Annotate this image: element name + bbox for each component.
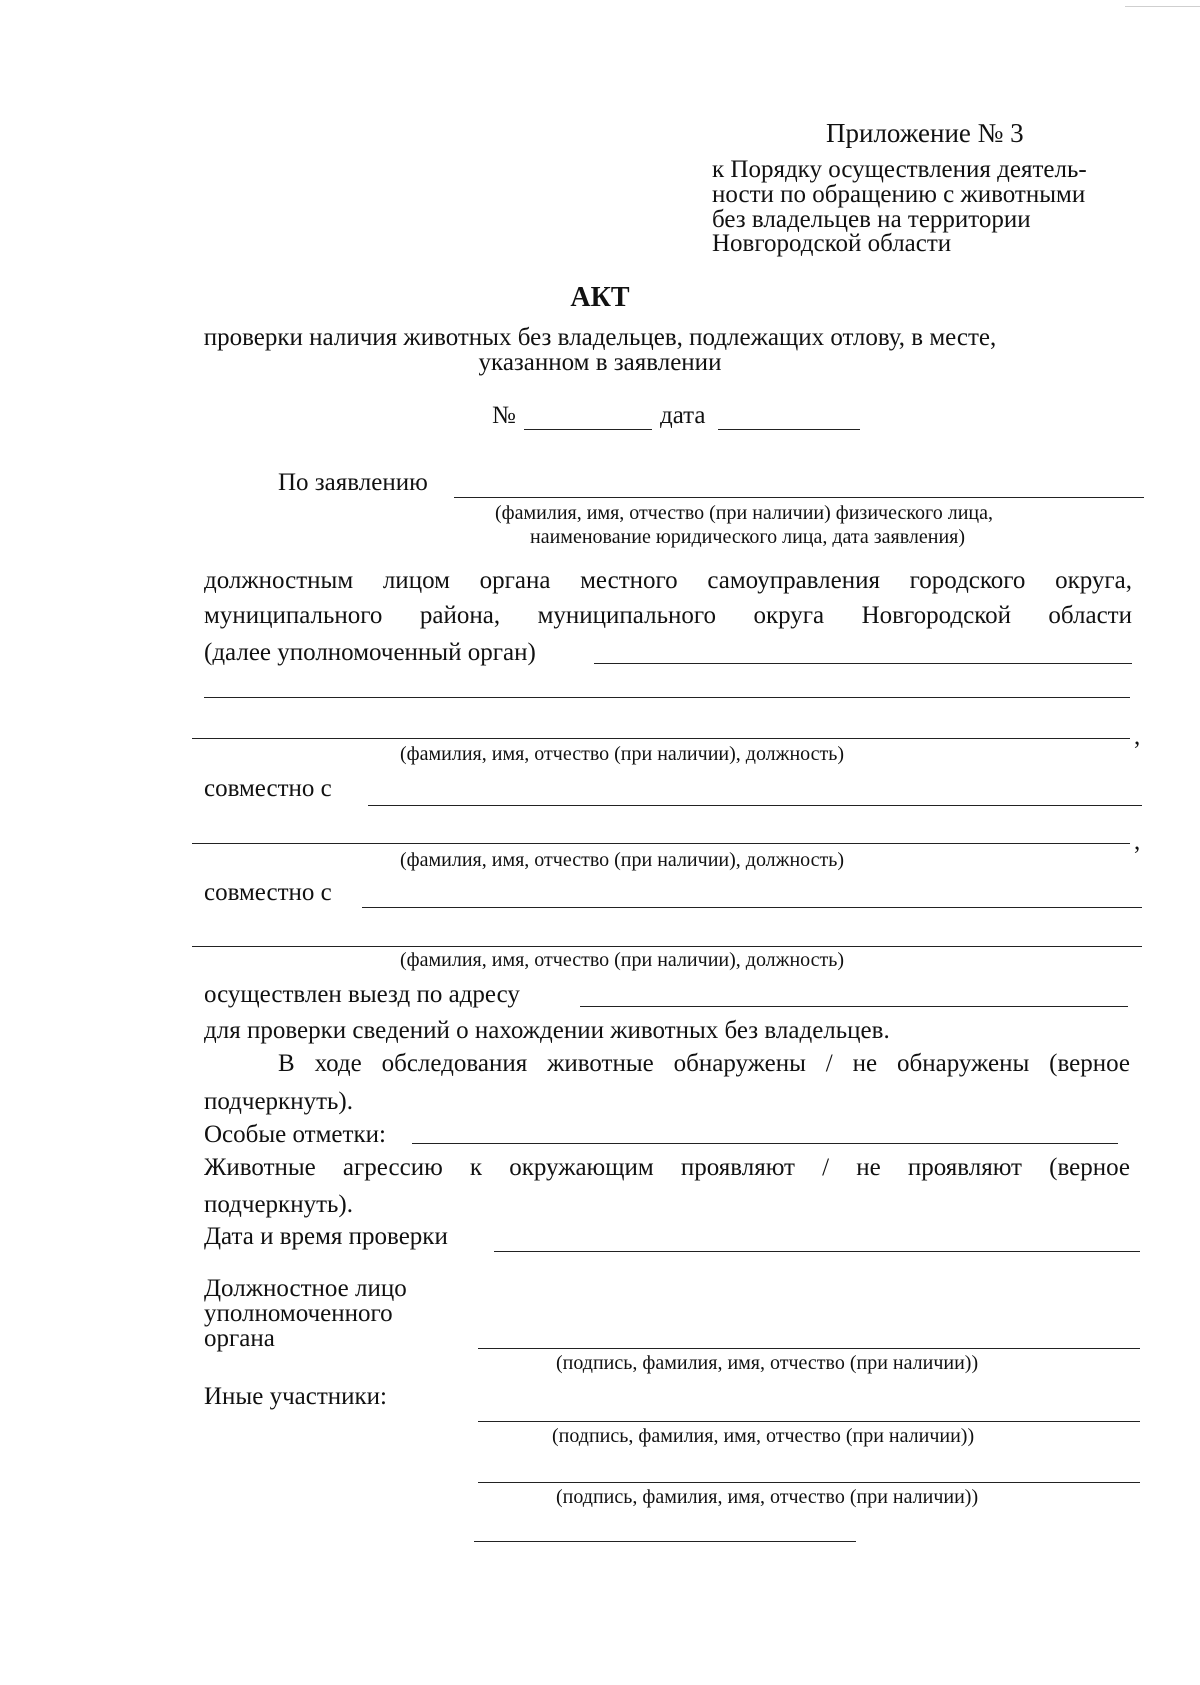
official-name-field[interactable] [192,738,1130,739]
participant-signature-field[interactable] [478,1421,1140,1422]
datetime-field[interactable] [494,1251,1140,1252]
joint-participant-field-continued[interactable] [192,946,1142,947]
date-field[interactable] [718,429,860,430]
appendix-ref-line: ности по обращению с животными [712,181,1086,208]
comma: , [1134,723,1141,750]
participant-signature-field[interactable] [478,1482,1140,1483]
date-label: дата [660,402,706,429]
comma: , [1134,828,1141,855]
notes-field[interactable] [412,1143,1118,1144]
appendix-number: Приложение № 3 [826,118,1024,148]
notes-label: Особые отметки: [204,1121,386,1148]
aggression-text: подчеркнуть). [204,1191,353,1218]
official-signature-label: органа [204,1325,275,1352]
visit-purpose: для проверки сведений о нахождении животных без владельцев. [204,1017,890,1044]
animals-found-text: В ходе обследования животные обнаружены / не обнаружены (верное [278,1050,1130,1077]
joint-participant-field[interactable] [368,805,1142,806]
application-caption: (фамилия, имя, отчество (при наличии) физического лица, [495,502,994,524]
authorized-body-label: (далее уполномоченный орган) [204,639,536,666]
closing-rule [474,1541,856,1542]
official-signature-label: уполномоченного [204,1300,393,1327]
authorized-body-field[interactable] [594,663,1132,664]
number-label: № [492,402,516,429]
joint-caption: (фамилия, имя, отчество (при наличии), должность) [400,949,845,971]
datetime-label: Дата и время проверки [204,1223,448,1250]
joint-participant-field[interactable] [362,907,1142,908]
authorized-body-field-continued[interactable] [204,697,1130,698]
signature-caption: (подпись, фамилия, имя, отчество (при наличии)) [556,1486,979,1508]
official-caption: (фамилия, имя, отчество (при наличии), должность) [400,743,845,765]
official-text: должностным лицом органа местного самоуправления городского округа, [204,567,1132,594]
scan-edge-mark [1125,0,1200,7]
document-subtitle: проверки наличия животных без владельцев, подлежащих отлову, в месте, [203,324,997,351]
appendix-ref-line: Новгородской области [712,230,952,257]
appendix-ref-line: к Порядку осуществления деятель- [712,156,1087,183]
other-participants-label: Иные участники: [204,1383,387,1410]
address-label: осуществлен выезд по адресу [204,981,520,1008]
appendix-ref-line: без владельцев на территории [712,206,1031,233]
aggression-text: Животные агрессию к окружающим проявляют / не проявляют (верное [204,1154,1130,1181]
joint-label: совместно с [204,879,332,906]
address-field[interactable] [580,1006,1128,1007]
official-text: муниципального района, муниципального округа Новгородской области [204,602,1132,629]
application-caption: наименование юридического лица, дата заявления) [530,526,966,548]
animals-found-text: подчеркнуть). [204,1088,353,1115]
official-signature-field[interactable] [478,1348,1140,1349]
joint-participant-field-continued[interactable] [192,843,1130,844]
signature-caption: (подпись, фамилия, имя, отчество (при наличии)) [556,1352,979,1374]
signature-caption: (подпись, фамилия, имя, отчество (при наличии)) [552,1425,975,1447]
official-signature-label: Должностное лицо [204,1275,407,1302]
document-subtitle: указанном в заявлении [478,349,722,376]
joint-label: совместно с [204,775,332,802]
document-title: АКТ [570,282,630,313]
joint-caption: (фамилия, имя, отчество (при наличии), должность) [400,849,845,871]
application-field[interactable] [454,497,1144,498]
number-field[interactable] [524,429,652,430]
application-label: По заявлению [278,469,428,496]
